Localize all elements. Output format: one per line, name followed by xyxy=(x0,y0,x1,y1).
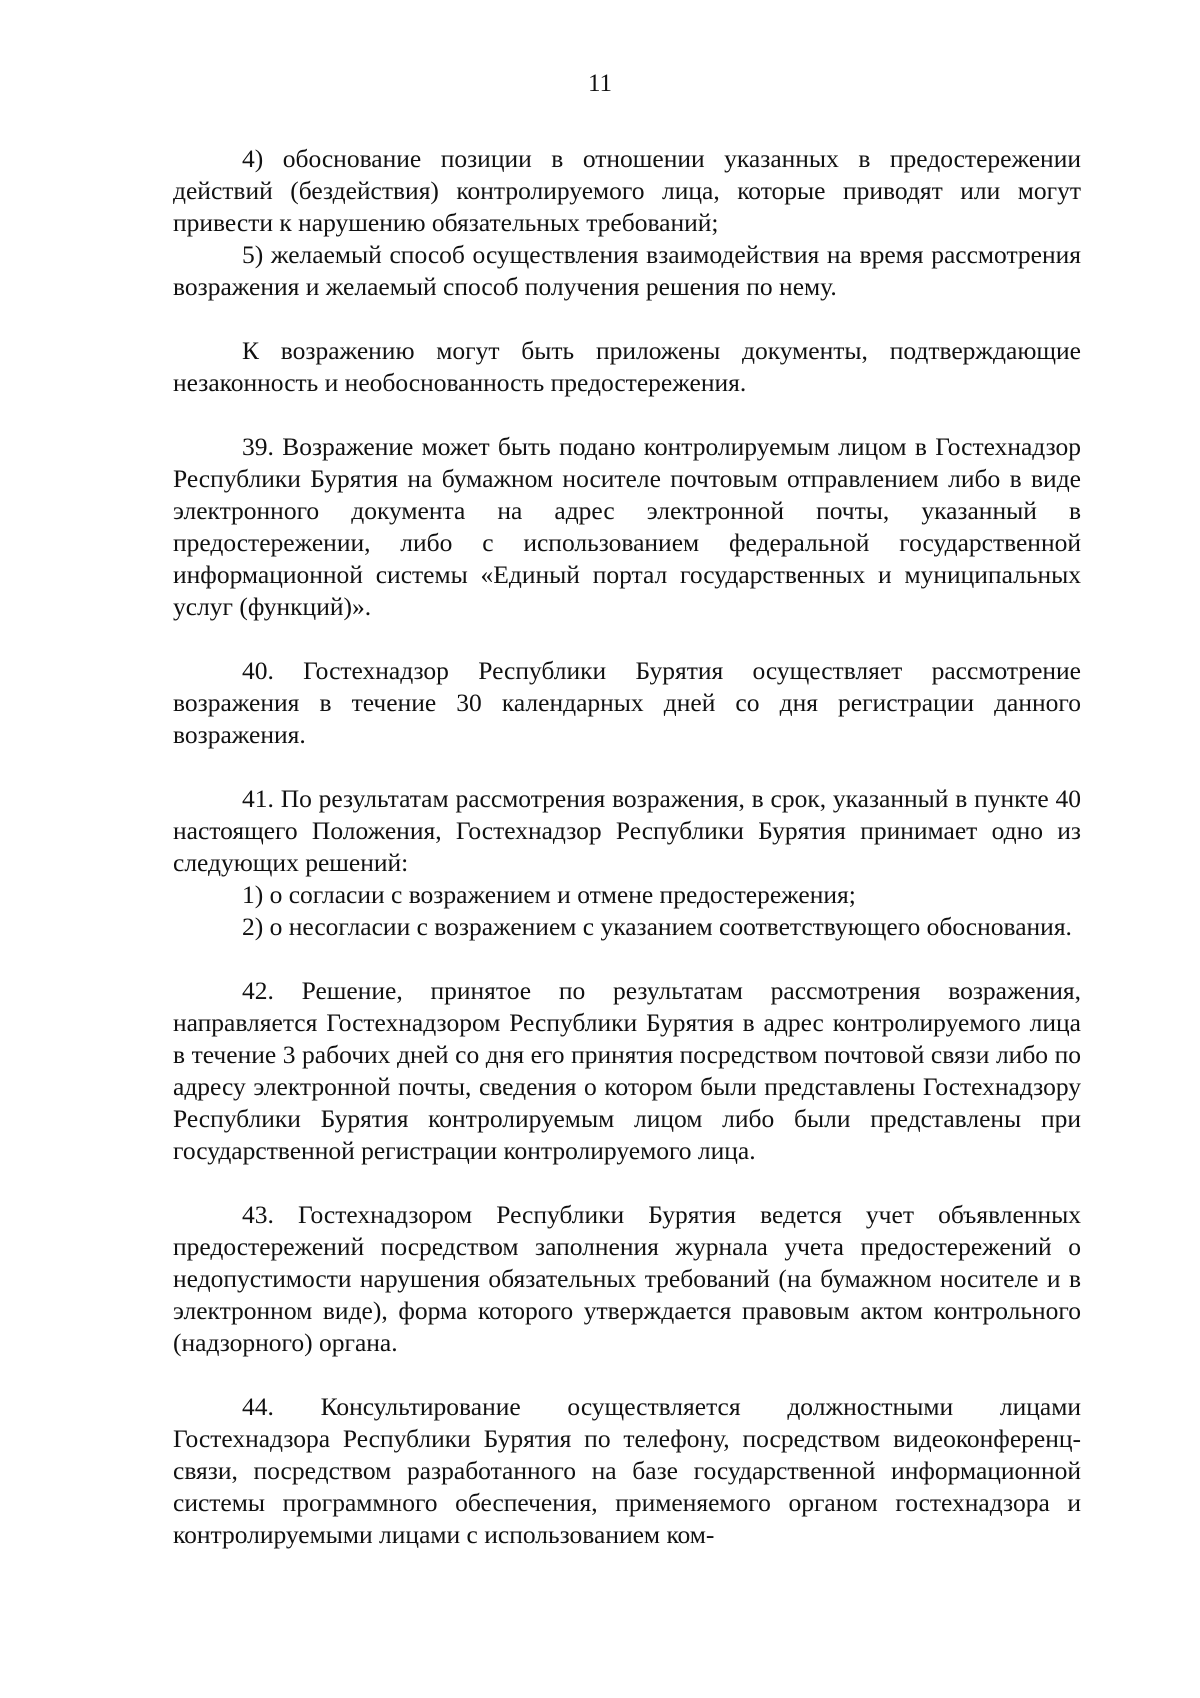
paragraph-attachments: К возражению могут быть приложены документы, подтверждающие незаконность и необоснованность предостережения. xyxy=(173,336,1081,397)
document-body xyxy=(173,143,1081,1551)
paragraph-44: 44. Консультирование осуществляется должностными лицами Гостехнадзора Республики Бурятия по телефону, посредством видеоконференц-связи, посредством разработанного на базе государственной информационной системы программного обеспечения, применяемого органом гостехнадзора и контролируемыми лицами с использованием ком- xyxy=(173,1392,1081,1549)
paragraph-40: 40. Гостехнадзор Республики Бурятия осуществляет рассмотрение возражения в течение 30 календарных дней со дня регистрации данного возражения. xyxy=(173,656,1081,749)
paragraph-41-item-1: 1) о согласии с возражением и отмене предостережения; xyxy=(242,880,856,909)
page-number: 11 xyxy=(587,70,613,97)
paragraph-43: 43. Гостехнадзором Республики Бурятия ведется учет объявленных предостережений посредством заполнения журнала учета предостережений о недопустимости нарушения обязательных требований (на бумажном носителе и в электронном виде), форма которого утверждается правовым актом контрольного (надзорного) органа. xyxy=(173,1200,1081,1357)
paragraph-item-4: 4) обоснование позиции в отношении указанных в предостережении действий (бездействия) контролируемого лица, которые приводят или могут привести к нарушению обязательных требований; xyxy=(173,144,1081,237)
paragraph-41-item-2: 2) о несогласии с возражением с указанием соответствующего обоснования. xyxy=(242,912,1072,941)
paragraph-item-5: 5) желаемый способ осуществления взаимодействия на время рассмотрения возражения и желаемый способ получения решения по нему. xyxy=(173,240,1081,301)
paragraph-41: 41. По результатам рассмотрения возражения, в срок, указанный в пункте 40 настоящего Положения, Гостехнадзор Республики Бурятия принимает одно из следующих решений: xyxy=(173,784,1081,877)
paragraph-42: 42. Решение, принятое по результатам рассмотрения возражения, направляется Гостехнадзором Республики Бурятия в адрес контролируемого лица в течение 3 рабочих дней со дня его принятия посредством почтовой связи либо по адресу электронной почты, сведения о котором были представлены Гостехнадзору Республики Бурятия контролируемым лицом либо были представлены при государственной регистрации контролируемого лица. xyxy=(173,976,1081,1165)
paragraph-39: 39. Возражение может быть подано контролируемым лицом в Гостехнадзор Республики Бурятия на бумажном носителе почтовым отправлением либо в виде электронного документа на адрес электронной почты, указанный в предостережении, либо с использованием федеральной государственной информационной системы «Единый портал государственных и муниципальных услуг (функций)». xyxy=(173,432,1081,621)
